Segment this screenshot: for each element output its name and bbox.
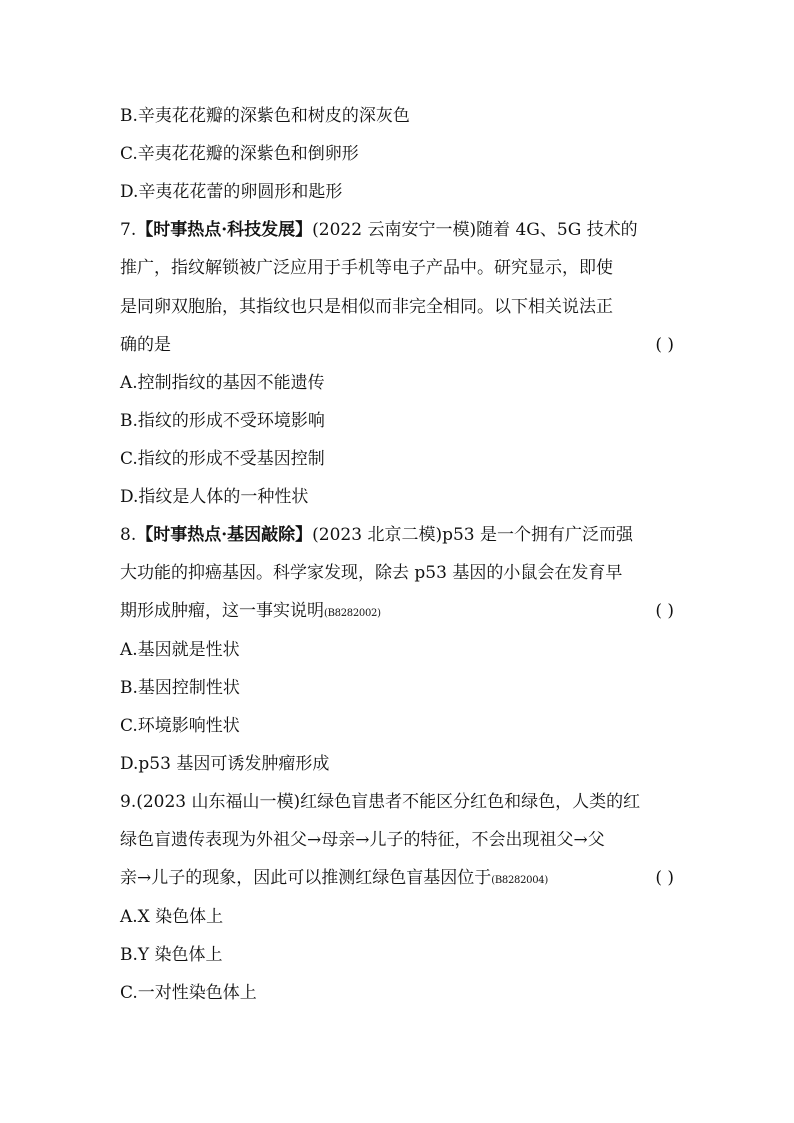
- q6-option-c: C.辛夷花花瓣的深紫色和倒卵形: [120, 144, 359, 164]
- q7-option-a: A.控制指纹的基因不能遗传: [120, 373, 325, 393]
- q7-stem-line-1: [120, 218, 676, 242]
- q9-option-c: C.一对性染色体上: [120, 983, 257, 1003]
- q8-option-d: D.p53 基因可诱发肿瘤形成: [120, 754, 330, 774]
- q9-option-b: B.Y 染色体上: [120, 945, 223, 965]
- q9-stem-line-1: 9.(2023 山东福山一模)红绿色盲患者不能区分红色和绿色，人类的红: [120, 792, 641, 812]
- q8-stem-line-2: 大功能的抑癌基因。科学家发现，除去 p53 基因的小鼠会在发育早: [120, 563, 623, 583]
- q8-stem-text-3: 期形成肿瘤，这一事实说明: [120, 601, 324, 621]
- q6-option-b: B.辛夷花花瓣的深紫色和树皮的深灰色: [120, 106, 410, 126]
- q8-topic-tag: 【时事热点·基因敲除】: [136, 525, 313, 545]
- q6-option-d: D.辛夷花花蕾的卵圆形和匙形: [120, 182, 343, 202]
- q7-option-c: C.指纹的形成不受基因控制: [120, 449, 325, 469]
- q9-question-code: (B8282004): [491, 875, 548, 886]
- q7-answer-blank: ( ): [655, 335, 674, 355]
- q8-option-c: C.环境影响性状: [120, 716, 240, 736]
- q7-number: 7.: [120, 220, 137, 240]
- q8-option-b: B.基因控制性状: [120, 678, 240, 698]
- q8-answer-blank: ( ): [655, 601, 674, 621]
- q9-stem-line-2: 绿色盲遗传表现为外祖父→母亲→儿子的特征，不会出现祖父→父: [120, 830, 605, 850]
- q7-option-d: D.指纹是人体的一种性状: [120, 487, 309, 507]
- q7-stem-line-2: 推广，指纹解锁被广泛应用于手机等电子产品中。研究显示，即使: [120, 258, 613, 278]
- q8-stem-line-3: [120, 599, 676, 626]
- q7-stem-line-3: 是同卵双胞胎，其指纹也只是相似而非完全相同。以下相关说法正: [120, 297, 613, 317]
- q9-option-a: A.X 染色体上: [120, 907, 224, 927]
- q7-stem-text-1: (2022 云南安宁一模)随着 4G、5G 技术的: [312, 220, 638, 240]
- q9-stem-text-3: 亲→儿子的现象，因此可以推测红绿色盲基因位于: [120, 868, 492, 888]
- q7-topic-tag: 【时事热点·科技发展】: [136, 220, 313, 240]
- q9-answer-blank: ( ): [655, 868, 674, 888]
- q7-stem-text-4: 确的是: [120, 335, 171, 355]
- q7-option-b: B.指纹的形成不受环境影响: [120, 411, 325, 431]
- q8-stem-line-1: [120, 523, 676, 547]
- q9-stem-line-3: [120, 866, 676, 893]
- q8-option-a: A.基因就是性状: [120, 640, 240, 660]
- q8-question-code: (B8282002): [324, 608, 381, 619]
- q8-stem-text-1: (2023 北京二模)p53 是一个拥有广泛而强: [312, 525, 634, 545]
- q8-number: 8.: [120, 525, 137, 545]
- q7-stem-line-4: [120, 333, 676, 357]
